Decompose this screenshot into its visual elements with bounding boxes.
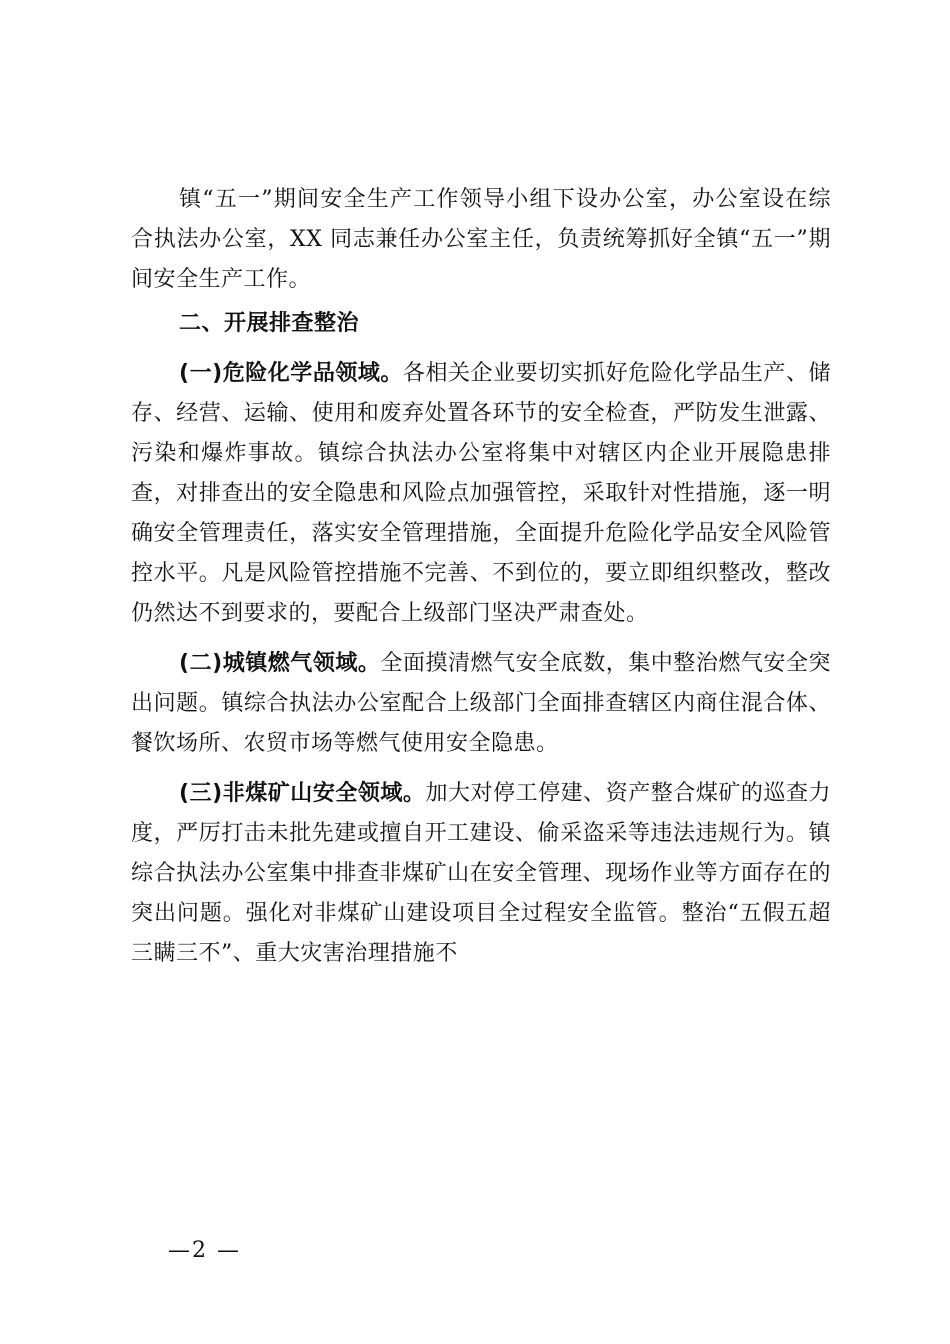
page-number: —2 — xyxy=(168,1238,241,1263)
section-heading: 二、开展排查整治 xyxy=(179,311,360,336)
item-lead: (二)城镇燃气领域。 xyxy=(179,651,381,676)
item-text: 全面摸清燃气安全底数，集中整治燃气安全突出问题。镇综合执法办公室配合上级部门全面排查辖区内商住混合体、餐饮场所、农贸市场等燃气使用安全隐患。 xyxy=(131,651,831,756)
intro-paragraph: 镇“五一”期间安全生产工作领导小组下设办公室，办公室设在综合执法办公室，XX 同志兼任办公室主任，负责统筹抓好全镇“五一”期间安全生产工作。 xyxy=(131,187,831,292)
item-text: 各相关企业要切实抓好危险化学品生产、储存、经营、运输、使用和废弃处置各环节的安全检查，严防发生泄露、污染和爆炸事故。镇综合执法办公室将集中对辖区内企业开展隐患排查，对排查出的安全隐患和风险点加强管控，采取针对性措施，逐一明确安全管理责任，落实安全管理措施，全面提升危险化学品安全风险管控水平。凡是风险管控措施不完善、不到位的，要立即组织整改，整改仍然达不到要求的，要配合上级部门坚决严肃查处。 xyxy=(131,361,831,626)
item-text: 加大对停工停建、资产整合煤矿的巡查力度，严厉打击未批先建或擅自开工建设、偷采盗采等违法违规行为。镇综合执法办公室集中排查非煤矿山在安全管理、现场作业等方面存在的突出问题。强化对非煤矿山建设项目全过程安全监管。整治“五假五超三瞒三不”、重大灾害治理措施不 xyxy=(131,781,831,966)
document-body xyxy=(131,180,831,974)
item-lead: (一)危险化学品领域。 xyxy=(179,361,403,386)
item-paragraph-hazardous-chemicals xyxy=(131,354,831,634)
item-paragraph-urban-gas xyxy=(131,644,831,764)
item-lead: (三)非煤矿山安全领域。 xyxy=(179,781,426,806)
item-paragraph-non-coal-mines xyxy=(131,774,831,974)
